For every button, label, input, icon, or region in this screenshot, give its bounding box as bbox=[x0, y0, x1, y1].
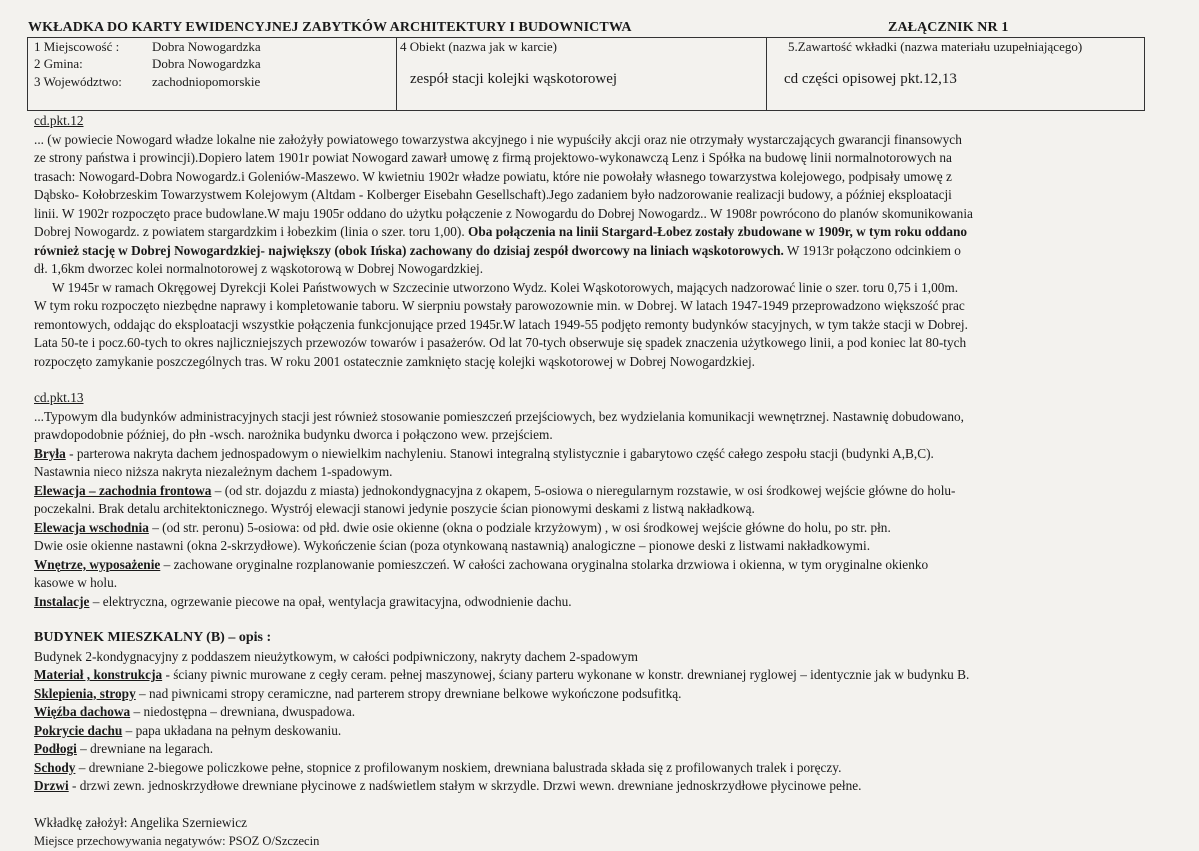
paragraph-line: Drzwi - drzwi zewn. jednoskrzydłowe drewniane płycinowe z nadświetlem stałym w skrzydle. Drzwi wewn. drewniane jednoskrzydłowe płycinowe pełne. bbox=[34, 778, 862, 793]
paragraph-line: prawdopodobnie później, do płn -wsch. narożnika budynku dworca i połączono wew. przejściem. bbox=[34, 427, 553, 442]
paragraph-line: Wnętrze, wyposażenie – zachowane oryginalne rozplanowanie pomieszczeń. W całości zachowana oryginalna stolarka drzwiowa i okienna, w tym oryginalne okienko bbox=[34, 556, 929, 572]
content-cell bbox=[766, 38, 1144, 110]
paragraph-line: Budynek 2-kondygnacyjny z poddaszem nieużytkowym, w całości podpiwniczony, nakryty dachem 2-spadowym bbox=[34, 648, 639, 664]
paragraph-line: kasowe w holu. bbox=[34, 575, 118, 590]
paragraph-line: Dwie osie okienne nastawni (okna 2-skrzydłowe). Wykończenie ścian (poza otynkowaną nastawnią) analogiczne – pionowe deski z listwami nakładkowymi. bbox=[34, 538, 871, 553]
term-sklepienia: Sklepienia, stropy bbox=[34, 685, 136, 701]
document-header bbox=[28, 20, 1146, 36]
paragraph-line: rozpoczęto zamykanie poszczególnych tras. W roku 2001 ostatecznie zamknięto stację kolejki wąskotorowej w Dobrej Nowogardzkiej. bbox=[34, 353, 755, 369]
object-cell bbox=[396, 38, 767, 110]
voivodeship-row: 3 Województwo: zachodniopomorskie bbox=[34, 74, 261, 89]
paragraph-line: Dąbsko- Kołobrzeskim Towarzystwem Kolejowym (Altdam - Kolberger Eisebahn Gesellschaft).Jego zadaniem było nadzorowanie realizacji budowy, a później eksploatacji bbox=[34, 187, 952, 202]
paragraph-line: Elewacja wschodnia – (od str. peronu) 5-osiowa: od płd. dwie osie okienne (okna o podziale krzyżowym) , w osi środkowej wejście główne do holu, po str. płn. bbox=[34, 519, 891, 535]
paragraph-line: linii. W 1902r rozpoczęto prace budowlane.W maju 1905r oddano do użytku połączenie z Nowogardu do Dobrej Nowogardz.. W 1908r powrócono do planów skomunikowania bbox=[34, 205, 973, 221]
term-podlogi: Podłogi bbox=[34, 741, 77, 756]
term-wiezba: Więźba dachowa bbox=[34, 704, 131, 719]
metadata-table bbox=[27, 37, 1145, 111]
negatives-location: Miejsce przechowywania negatywów: PSOZ O/Szczecin bbox=[34, 834, 320, 848]
content-value: cd części opisowej pkt.12,13 bbox=[784, 71, 957, 87]
paragraph-line: Więźba dachowa – niedostępna – drewniana, dwuspadowa. bbox=[34, 704, 356, 719]
paragraph-line: Dobrej Nowogardz. z powiatem stargardzkim i łobezkim (linia o szer. toru 1,00). Oba połączenia na linii Stargard-Łobez zostały zbudowane w 1909r, w tym roku oddano bbox=[34, 224, 968, 239]
location-cell bbox=[28, 38, 397, 110]
commune-row: 2 Gmina: Dobra Nowogardzka bbox=[34, 56, 261, 71]
paragraph-line: również stację w Dobrej Nowogardzkiej- największy (obok Ińska) zachowany do dzisiaj zespół dworcowy na liniach wąskotorowych. W 1913r połączono odcinkiem o bbox=[34, 242, 961, 258]
paragraph-line: dł. 1,6km dworzec kolei normalnotorowej z wąskotorową w Dobrej Nowogardzkiej. bbox=[34, 261, 484, 276]
term-drzwi: Drzwi bbox=[34, 778, 69, 793]
term-pokrycie: Pokrycie dachu bbox=[34, 722, 123, 738]
annex-label: ZAŁĄCZNIK NR 1 bbox=[888, 20, 1009, 35]
paragraph-line: remontowych, oddając do eksploatacji wszystkie połączenia funkcjonujące przed 1945r.W latach 1949-55 podjęto remonty budynków stacyjnych, w tym także stacji w Dobrej. bbox=[34, 316, 968, 332]
paragraph-line: Nastawnia nieco niższa nakryta niezależnym dachem 1-spadowym. bbox=[34, 464, 393, 479]
paragraph-line: Bryła - parterowa nakryta dachem jednospadowym o niewielkim nachyleniu. Stanowi integralną stylistycznie i gabarytowo część całego zespołu stacji (budynki A,B,C). bbox=[34, 445, 934, 461]
locality-row: 1 Miejscowość : Dobra Nowogardzka bbox=[34, 39, 261, 54]
paragraph-line: Schody – drewniane 2-biegowe policzkowe pełne, stopnice z profilowanym noskiem, drewniana balustrada składa się z profilowanych tralek i poręczy. bbox=[34, 759, 842, 775]
term-elewacja-wschodnia: Elewacja wschodnia bbox=[34, 519, 149, 535]
paragraph-line: poczekalni. Brak detalu architektonicznego. Wystrój elewacji stanowi jedynie poszycie ścian pionowymi deskami z listwą nakładkową. bbox=[34, 501, 755, 516]
paragraph-line: Elewacja – zachodnia frontowa – (od str. dojazdu z miasta) jednokondygnacyjna z okapem, 5-osiowa o nieregularnym rozstawie, w osi środkowej wejście główne do holu- bbox=[34, 482, 956, 498]
paragraph-line: ze strony państwa i prowincji).Dopiero latem 1901r powiat Nowogard zawarł umowę z firmą projektowo-wykonawczą Lenz i Spółka na budowę linii normalnotorowych na bbox=[34, 150, 952, 165]
section-12-heading: cd.pkt.12 bbox=[34, 113, 84, 128]
paragraph-line: Materiał , konstrukcja - ściany piwnic murowane z cegły ceram. pełnej maszynowej, ściany parteru wykonane w konstr. drewnianej ryglowej – identycznie jak w budynku B. bbox=[34, 667, 970, 682]
term-instalacje: Instalacje bbox=[34, 593, 90, 609]
paragraph-line: Lata 50-te i pocz.60-tych to okres najliczniejszych przewozów towarów i pasażerów. Od lat 70-tych obserwuje się spadek znaczenia użytkowego linii, a pod koniec lat 80-tych bbox=[34, 335, 967, 350]
section-13-heading: cd.pkt.13 bbox=[34, 390, 84, 405]
paragraph-line: W 1945r w ramach Okręgowej Dyrekcji Kolei Państwowych w Szczecinie utworzono Wydz. Kolei Wąskotorowych, mających nadzorować linie o szer. toru 0,75 i 1,00m. bbox=[52, 279, 959, 295]
term-bryla: Bryła bbox=[34, 445, 66, 461]
author-line: Wkładkę założył: Angelika Szerniewicz bbox=[34, 814, 248, 830]
term-wnetrze: Wnętrze, wyposażenie bbox=[34, 556, 161, 572]
paragraph-line: Podłogi – drewniane na legarach. bbox=[34, 741, 214, 756]
term-material: Materiał , konstrukcja bbox=[34, 667, 163, 682]
paragraph-line: W tym roku rozpoczęto niezbędne naprawy i kompletowanie taboru. W sierpniu powstały parowozownie min. w Dobrej. W latach 1947-1949 przeprowadzono większość prac bbox=[34, 298, 965, 313]
spacer bbox=[34, 611, 1154, 629]
paragraph-line: ... (w powiecie Nowogard władze lokalne nie założyły powiatowego towarzystwa akcyjnego i nie wypuściły akcji oraz nie otrzymały wystarczających gwarancji finansowych bbox=[34, 131, 962, 147]
paragraph-line: trasach: Nowogard-Dobra Nowogardz.i Goleniów-Maszewo. W kwietniu 1902r władze powiatu, które nie powołały własnego towarzystwa kolejowego, podpisały umowę z bbox=[34, 168, 952, 184]
object-caption: 4 Obiekt (nazwa jak w karcie) bbox=[400, 39, 558, 54]
object-value: zespół stacji kolejki wąskotorowej bbox=[410, 71, 618, 87]
term-elewacja-zachodnia: Elewacja – zachodnia frontowa bbox=[34, 482, 212, 498]
paragraph-line: Sklepienia, stropy – nad piwnicami stropy ceramiczne, nad parterem stropy drewniane belkowe wykończone podsufitką. bbox=[34, 685, 682, 701]
document-body bbox=[34, 112, 1154, 851]
paragraph-line: Instalacje – elektryczna, ogrzewanie piecowe na opał, wentylacja grawitacyjna, odwodnienie dachu. bbox=[34, 593, 572, 609]
term-schody: Schody bbox=[34, 759, 76, 775]
paragraph-line: Pokrycie dachu – papa układana na pełnym deskowaniu. bbox=[34, 722, 342, 738]
paragraph-line: ...Typowym dla budynków administracyjnych stacji jest również stosowanie pomieszczeń przejściowych, bez wydzielania komunikacji wewnętrznej. Nastawnię dobudowano, bbox=[34, 408, 964, 424]
residential-building-heading: BUDYNEK MIESZKALNY (B) – opis : bbox=[34, 630, 272, 645]
content-caption: 5.Zawartość wkładki (nazwa materiału uzupełniającego) bbox=[788, 39, 1083, 54]
spacer bbox=[34, 796, 1154, 814]
spacer bbox=[34, 371, 1154, 389]
document-title: WKŁADKA DO KARTY EWIDENCYJNEJ ZABYTKÓW ARCHITEKTURY I BUDOWNICTWA bbox=[28, 20, 632, 35]
